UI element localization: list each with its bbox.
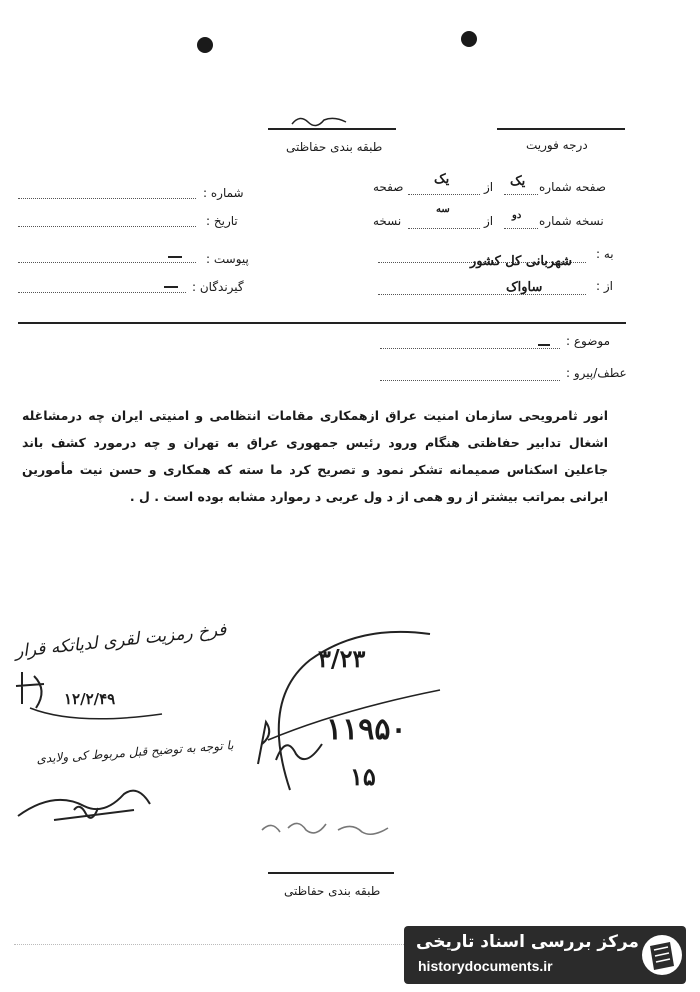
stamp-number-mid: ۱۱۹۵۰ <box>326 712 407 747</box>
attachment-label: پیوست : <box>206 252 249 266</box>
faded-handwriting <box>258 812 398 842</box>
page-label: صفحه شماره <box>539 180 606 194</box>
stamp-number-bottom: ۱۵ <box>350 762 376 791</box>
page-value-dots <box>504 194 538 195</box>
copy-total: سه <box>436 204 450 215</box>
copy-value: دو <box>512 210 522 221</box>
to-dots <box>378 262 586 263</box>
handwritten-underline-curve <box>26 704 166 724</box>
classification-scribble <box>290 110 350 130</box>
page-total: یک <box>434 172 450 187</box>
copy-value-dots <box>504 228 538 229</box>
urgency-label: درجه فوریت <box>526 138 588 152</box>
from-value: ساواک <box>506 280 543 295</box>
stamp-signature-scribble <box>252 714 332 774</box>
urgency-line <box>497 128 625 130</box>
copy-label: نسخه شماره <box>539 214 604 228</box>
header-separator <box>18 322 626 324</box>
date-dots <box>18 226 196 227</box>
reference-dots <box>380 380 560 381</box>
to-value: شهربانی کل کشور <box>470 254 572 269</box>
bottom-edge-artifact <box>14 944 404 945</box>
recipients-label: گیرندگان : <box>192 280 244 294</box>
page-total-dots <box>408 194 480 195</box>
attachment-dots <box>18 262 196 263</box>
number-dots <box>18 198 196 199</box>
archive-logo-icon <box>640 932 684 978</box>
number-label: شماره : <box>203 186 244 200</box>
letter-body: انور ثامرویحی سازمان امنیت عراق ازهمکاری مقامات انتظامی و امنیتی ایران چه درمشاغله اشغال تدابیر حفاظتی هنگام ورود رئیس جمهوری عراق به تهران و چه درمورد کشف باند جاعلین اسکناس صمیمانه تشکر نمود و تصریح کرد ما سته که همکاری و حسن نیت مأمورین ایرانی بمراتب بیشتر از رو همی از د ول عربی د رموارد مشابه بوده است . ل . <box>22 408 608 504</box>
classification-label: طبقه بندی حفاظتی <box>286 140 383 154</box>
handwritten-note-line1: فرخ رمزیت لقری لدیاتکه قرار <box>14 619 228 662</box>
attachment-dash <box>168 256 182 258</box>
subject-dots <box>380 348 560 349</box>
stamp-number-top: ۳/۲۳ <box>318 644 366 673</box>
watermark-title: مرکز بررسی اسناد تاریخی <box>416 932 639 952</box>
subject-label: موضوع : <box>566 334 611 348</box>
footer-classification-line <box>268 872 394 874</box>
classification-line <box>268 128 396 130</box>
date-label: تاریخ : <box>206 214 238 228</box>
copy-total-dots <box>408 228 480 229</box>
reference-label: عطف/پیرو : <box>566 366 627 380</box>
recipients-dots <box>18 292 186 293</box>
copy-of-label: از <box>484 214 494 228</box>
subject-dash <box>538 344 550 346</box>
recipients-dash <box>164 286 178 288</box>
watermark-badge <box>404 926 686 984</box>
punch-hole-right <box>461 31 477 47</box>
punch-hole-left <box>197 37 213 53</box>
page-value: یک <box>510 174 526 189</box>
page-suffix: صفحه <box>373 180 404 194</box>
page-of-label: از <box>484 180 494 194</box>
handwritten-note-line2: با توجه به توضیح قبل مربوط کی ولایدی <box>36 738 234 766</box>
handwritten-signature <box>14 780 164 830</box>
handwritten-date: ۱۲/۲/۴۹ <box>64 690 116 708</box>
to-label: به : <box>596 247 614 261</box>
footer-classification-label: طبقه بندی حفاظتی <box>284 884 381 898</box>
watermark-url: historydocuments.ir <box>418 958 553 974</box>
copy-suffix: نسخه <box>373 214 402 228</box>
from-dots <box>378 294 586 295</box>
from-label: از : <box>596 279 613 293</box>
